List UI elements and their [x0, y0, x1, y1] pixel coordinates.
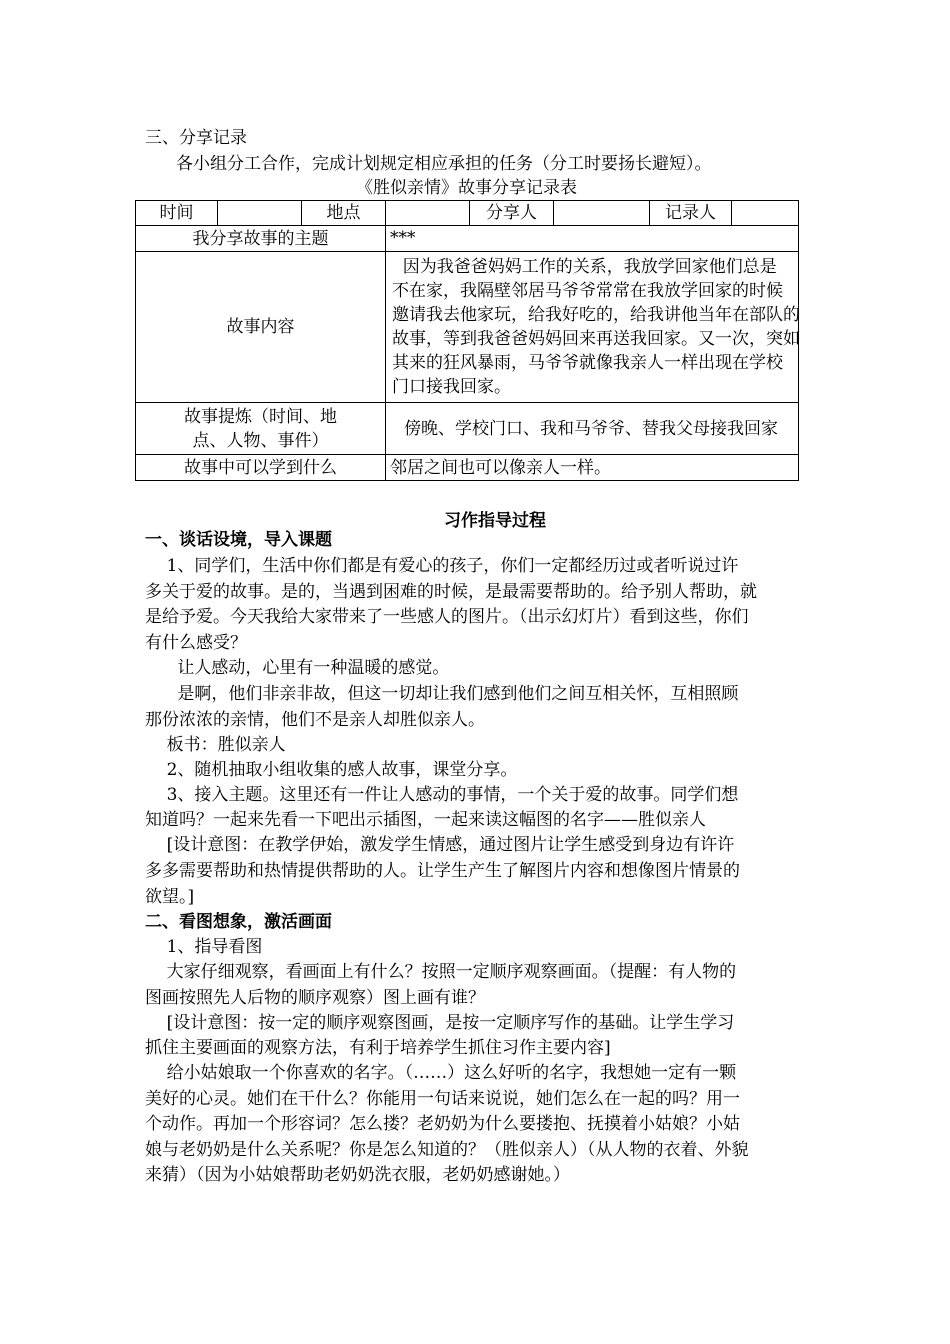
story-line: 邀请我去他家玩，给我好吃的，给我讲他当年在部队的 — [392, 305, 800, 325]
learn-label: 故事中可以学到什么 — [136, 455, 386, 481]
story-line: 门口接我回家。 — [392, 377, 511, 397]
table-row — [136, 455, 799, 481]
story-content — [386, 252, 799, 403]
design-note-line: 多多需要帮助和热情提供帮助的人。让学生产生了解图片内容和想像图片情景的 — [145, 861, 740, 881]
learn-value: 邻居之间也可以像亲人一样。 — [386, 455, 799, 481]
refine-label — [136, 403, 386, 455]
design-note-line: 抓住主要画面的观察方法，有利于培养学生抓住习作主要内容] — [145, 1038, 611, 1058]
refine-label-line: 点、人物、事件） — [192, 430, 329, 451]
story-line: 不在家，我隔壁邻居马爷爷常常在我放学回家的时候 — [392, 281, 783, 301]
place-label: 地点 — [302, 201, 386, 226]
section-heading: 三、分享记录 — [145, 128, 247, 148]
refine-value: 傍晚、学校门口、我和马爷爷、替我父母接我回家 — [386, 403, 799, 455]
section-intro: 各小组分工合作，完成计划规定相应承担的任务（分工时要扬长避短）。 — [176, 154, 712, 174]
sharer-label: 分享人 — [470, 201, 554, 226]
place-value — [386, 201, 470, 226]
paragraph-line: 图画按照先人后物的顺序观察）图上画有谁？ — [145, 988, 485, 1008]
sharer-value — [554, 201, 650, 226]
paragraph-line: 多关于爱的故事。是的，当遇到困难的时候，是最需要帮助的。给予别人帮助，就 — [145, 582, 757, 602]
time-value — [218, 201, 302, 226]
design-note-line: [设计意图：在教学伊始，激发学生情感，通过图片让学生感受到身边有许许 — [145, 835, 735, 855]
part1-heading: 一、谈话设境，导入课题 — [145, 530, 332, 550]
paragraph-line: 美好的心灵。她们在干什么？你能用一句话来说说，她们怎么在一起的吗？用一 — [145, 1089, 740, 1109]
design-note-line: [设计意图：按一定的顺序观察图画，是按一定顺序写作的基础。让学生学习 — [145, 1013, 735, 1033]
time-label: 时间 — [136, 201, 218, 226]
story-line: 故事，等到我爸爸妈妈回来再送我回家。又一次，突如 — [392, 329, 800, 349]
story-record-table — [135, 200, 799, 481]
recorder-value — [732, 201, 799, 226]
paragraph-line: 个动作。再加一个形容词？怎么搂？老奶奶为什么要搂抱、抚摸着小姑娘？小姑 — [145, 1114, 740, 1134]
paragraph-line: 是给予爱。今天我给大家带来了一些感人的图片。（出示幻灯片）看到这些，你们 — [145, 607, 749, 627]
paragraph-line: 让人感动，心里有一种温暖的感觉。 — [145, 658, 450, 678]
story-line: 因为我爸爸妈妈工作的关系，我放学回家他们总是 — [392, 257, 777, 277]
design-note-line: 欲望。] — [145, 887, 195, 907]
paragraph-line: 有什么感受？ — [145, 633, 247, 653]
paragraph-line: 给小姑娘取一个你喜欢的名字。（……）这么好听的名字，我想她一定有一颗 — [145, 1063, 737, 1083]
paragraph-line: 那份浓浓的亲情，他们不是亲人却胜似亲人。 — [145, 710, 485, 730]
content-label: 故事内容 — [136, 252, 386, 403]
table-row — [136, 252, 799, 403]
paragraph-line: 1、同学们，生活中你们都是有爱心的孩子，你们一定都经历过或者听说过许 — [145, 556, 739, 576]
guide-title: 习作指导过程 — [444, 511, 546, 531]
part2-heading: 二、看图想象，激活画面 — [145, 912, 332, 932]
refine-label-line: 故事提炼（时间、地 — [184, 406, 337, 427]
paragraph-line: 2、随机抽取小组收集的感人故事，课堂分享。 — [145, 760, 518, 780]
paragraph-line: 知道吗？一起来先看一下吧出示插图，一起来读这幅图的名字——胜似亲人 — [145, 810, 706, 830]
table-row — [136, 201, 799, 226]
table-row — [136, 226, 799, 252]
paragraph-line: 3、接入主题。这里还有一件让人感动的事情，一个关于爱的故事。同学们想 — [145, 785, 739, 805]
paragraph-line: 大家仔细观察，看画面上有什么？按照一定顺序观察画面。（提醒：有人物的 — [145, 962, 737, 982]
paragraph-line: 是啊，他们非亲非故，但这一切却让我们感到他们之间互相关怀，互相照顾 — [145, 684, 739, 704]
table-title: 《胜似亲情》故事分享记录表 — [356, 178, 577, 198]
story-line: 其来的狂风暴雨，马爷爷就像我亲人一样出现在学校 — [392, 353, 783, 373]
paragraph-line: 来猜）（因为小姑娘帮助老奶奶洗衣服，老奶奶感谢她。） — [145, 1165, 570, 1185]
theme-value: *** — [386, 226, 799, 252]
recorder-label: 记录人 — [650, 201, 732, 226]
paragraph-line: 娘与老奶奶是什么关系呢？你是怎么知道的？（胜似亲人）（从人物的衣着、外貌 — [145, 1140, 749, 1160]
theme-label: 我分享故事的主题 — [136, 226, 386, 252]
blackboard-line: 板书：胜似亲人 — [145, 735, 286, 755]
table-row — [136, 403, 799, 455]
paragraph-line: 1、指导看图 — [145, 937, 263, 957]
